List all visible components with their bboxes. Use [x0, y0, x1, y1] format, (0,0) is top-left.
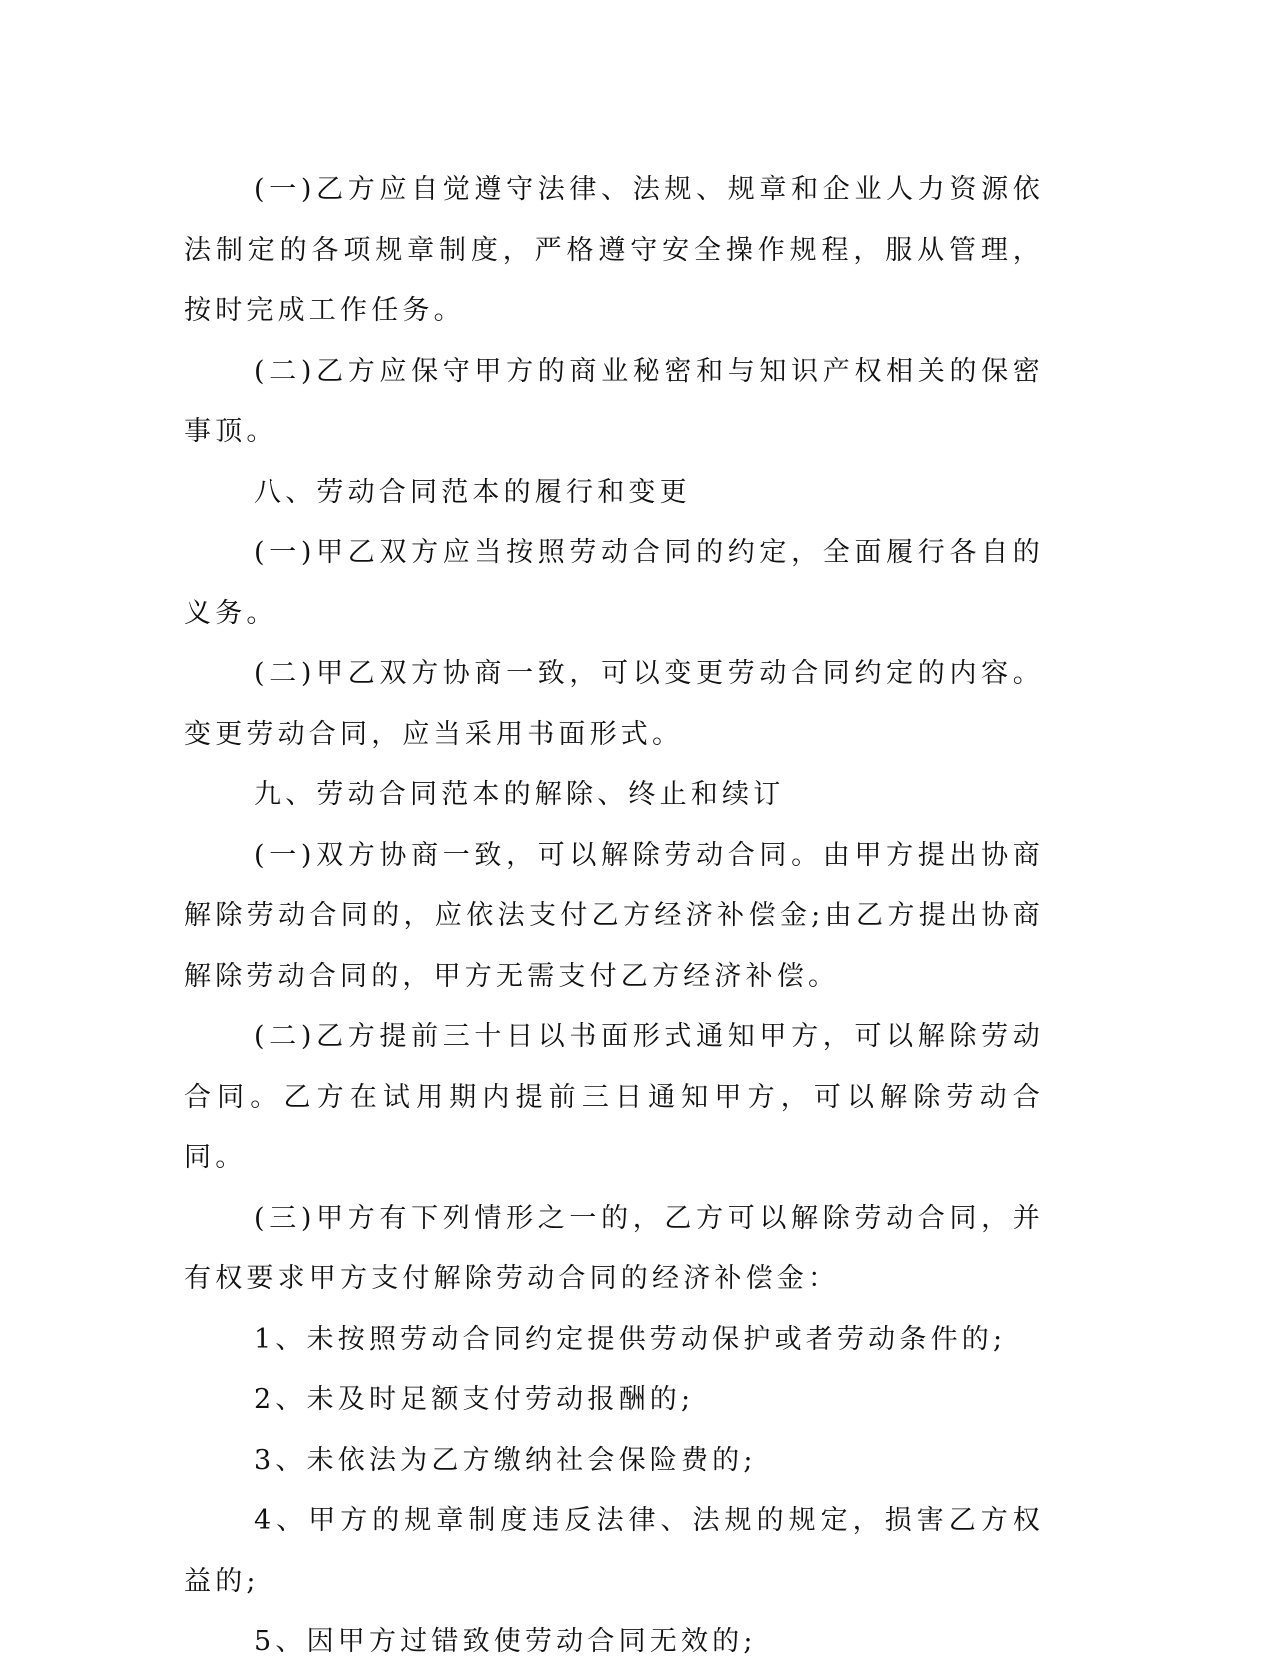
list-item: 4、甲方的规章制度违反法律、法规的规定，损害乙方权益的;	[184, 1505, 1044, 1597]
list-item: 1、未按照劳动合同约定提供劳动保护或者劳动条件的;	[254, 1323, 1007, 1355]
paragraph-notice-termination: (二)乙方提前三十日以书面形式通知甲方，可以解除劳动合同。乙方在试用期内提前三日通知甲方，可以解除劳动合同。	[184, 1021, 1044, 1173]
section-heading-termination: 九、劳动合同范本的解除、终止和续订	[254, 779, 785, 810]
list-item: 5、因甲方过错致使劳动合同无效的;	[254, 1626, 757, 1657]
list-item: 3、未依法为乙方缴纳社会保险费的;	[254, 1444, 757, 1476]
paragraph-obligation-compliance: (一)乙方应自觉遵守法律、法规、规章和企业人力资源依法制定的各项规章制度，严格遵守安全操作规程，服从管理，按时完成工作任务。	[184, 174, 1044, 326]
paragraph-change: (二)甲乙双方协商一致，可以变更劳动合同约定的内容。变更劳动合同，应当采用书面形式。	[184, 658, 1044, 750]
paragraph-obligation-confidentiality: (二)乙方应保守甲方的商业秘密和与知识产权相关的保密事顶。	[184, 355, 1044, 447]
document-body	[184, 160, 1044, 1673]
paragraph-performance: (一)甲乙双方应当按照劳动合同的约定，全面履行各自的义务。	[184, 537, 1044, 629]
section-heading-performance-change: 八、劳动合同范本的履行和变更	[254, 476, 691, 508]
paragraph-employer-fault-termination: (三)甲方有下列情形之一的，乙方可以解除劳动合同，并有权要求甲方支付解除劳动合同的经济补偿金：	[184, 1202, 1044, 1294]
list-item: 2、未及时足额支付劳动报酬的;	[254, 1384, 695, 1415]
paragraph-mutual-termination: (一)双方协商一致，可以解除劳动合同。由甲方提出协商解除劳动合同的，应依法支付乙方经济补偿金;由乙方提出协商解除劳动合同的，甲方无需支付乙方经济补偿。	[184, 839, 1044, 992]
